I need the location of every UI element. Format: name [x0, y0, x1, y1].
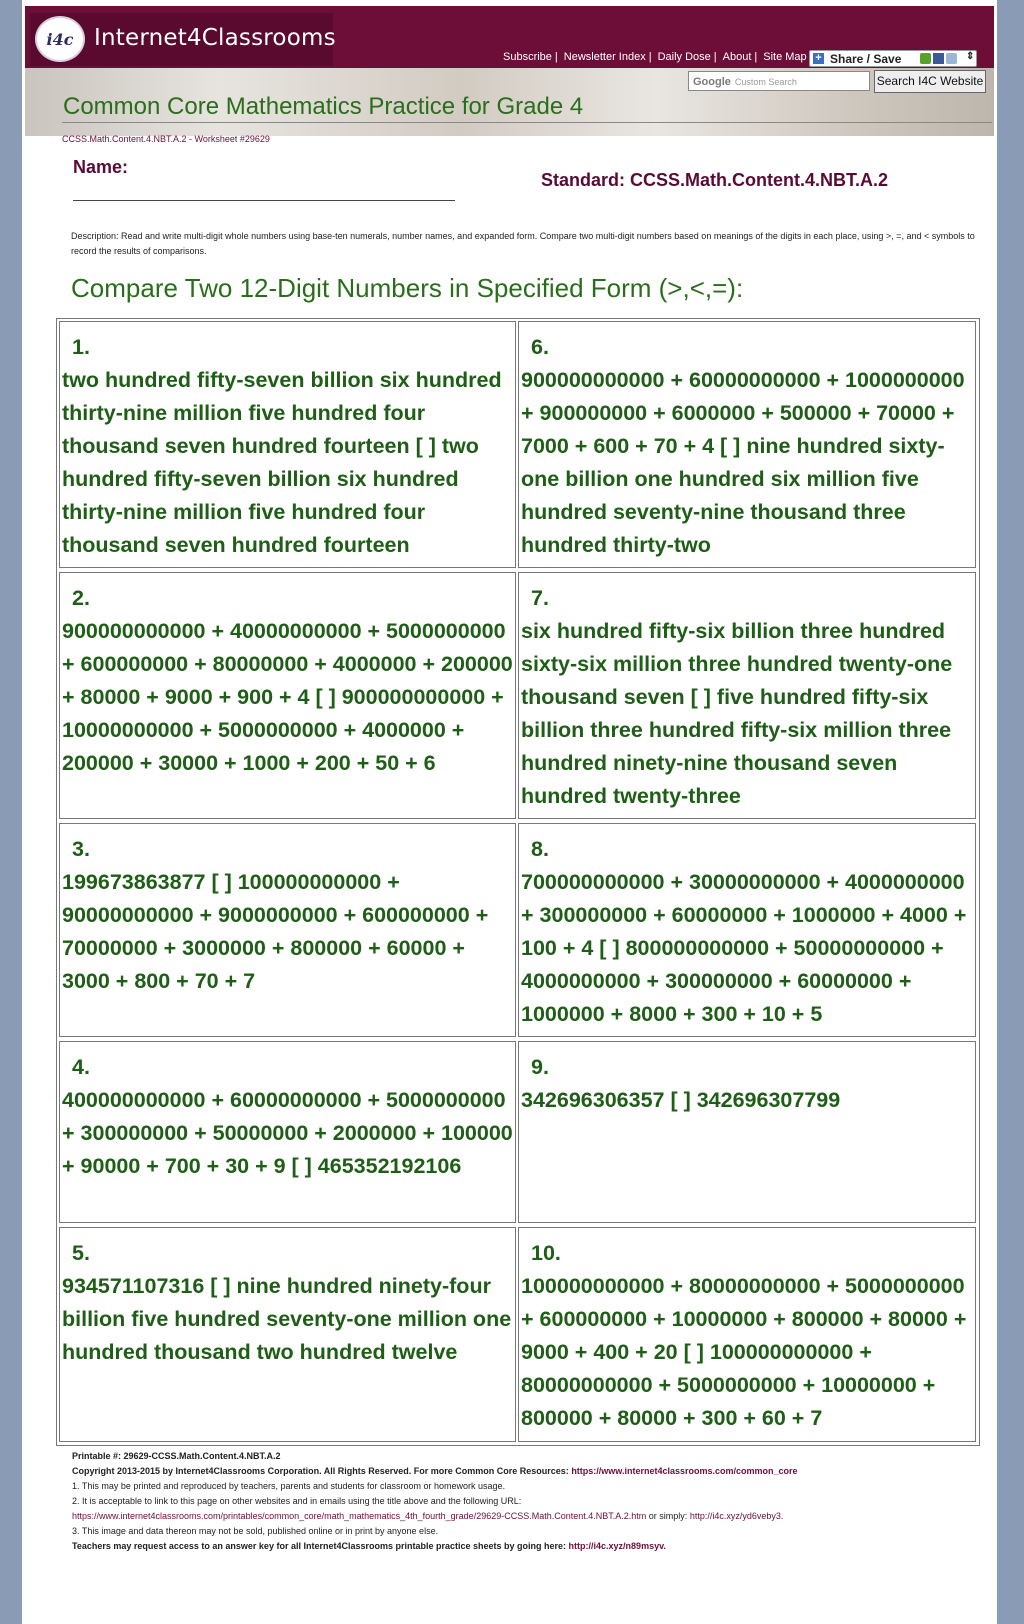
usage-note-2-links [72, 1509, 987, 1524]
search-placeholder: Custom Search [734, 77, 797, 87]
usage-note-3: 3. This image and data thereon may not be sold, published online or in print by anyone else. [72, 1526, 439, 1536]
problem-number: 10. [531, 1241, 561, 1265]
printable-number: Printable #: 29629-CCSS.Math.Content.4.NBT.A.2 [72, 1451, 281, 1461]
problem-text: 342696306357 [ ] 342696307799 [521, 1088, 841, 1112]
problem-number: 6. [531, 335, 549, 359]
nav-about[interactable]: About [722, 51, 752, 63]
copyright [72, 1464, 987, 1479]
problem-text: 934571107316 [ ] nine hundred ninety-four billion five hundred seventy-one million one hundred thousand two hundred twelve [62, 1274, 512, 1364]
answer-key-text: Teachers may request access to an answer key for all Internet4Classrooms printable practice sheets by going here: [72, 1541, 567, 1551]
problem-cell [59, 572, 516, 819]
logo-badge-text: i4c [46, 30, 74, 49]
search-brand: Google [693, 76, 731, 88]
problem-cell [518, 321, 976, 568]
problem-number: 2. [72, 586, 90, 610]
share-save-button[interactable] [809, 50, 977, 67]
problem-cell [518, 823, 976, 1037]
logo-badge [35, 16, 85, 62]
description: Description: Read and write multi-digit whole numbers using base-ten numerals, number names, and expanded form. Compare two multi-digit numbers based on meanings of the digits in each place, using >, =, and < symbols to record the results of comparisons. [71, 231, 975, 256]
name-label: Name: [73, 157, 129, 177]
problem-text: six hundred fifty-six billion three hundred sixty-six million three hundred twenty-one thousand seven [ ] five hundred fifty-six billion three hundred fifty-six million three hundred ninety-nine thousand seven hundred twenty-three [521, 619, 953, 808]
problems-grid [56, 318, 980, 1446]
share-label: Share / Save [830, 52, 902, 66]
standard-label: Standard: CCSS.Math.Content.4.NBT.A.2 [541, 170, 889, 190]
top-nav: Subscribe | Newsletter Index | Daily Dose | About | Site Map [503, 51, 807, 63]
section-heading: Compare Two 12-Digit Numbers in Specified Form (>,<,=): [71, 273, 744, 303]
nav-newsletter-index[interactable]: Newsletter Index [563, 51, 646, 63]
problem-cell [518, 1227, 976, 1442]
problem-text: 700000000000 + 30000000000 + 4000000000 + 300000000 + 60000000 + 1000000 + 4000 + 100 + 4 [ ] 800000000000 + 50000000000 + 4000000000 + 300000000 + 60000000 + 1000000 + 8000 + 300 + 10 + 5 [521, 870, 967, 1026]
social-icon [946, 53, 957, 64]
share-green-icon [920, 53, 931, 64]
share-plus-icon: + [813, 53, 824, 64]
title-divider [62, 122, 992, 123]
problem-number: 8. [531, 837, 549, 861]
problem-cell [518, 1041, 976, 1223]
nav-site-map[interactable]: Site Map [763, 51, 807, 63]
problem-cell [59, 1227, 516, 1442]
problem-number: 3. [72, 837, 90, 861]
chevron-updown-icon: ⇕ [966, 51, 975, 62]
problem-text: two hundred fifty-seven billion six hundred thirty-nine million five hundred four thousand seven hundred fourteen [ ] two hundred fifty-seven billion six hundred thirty-nine million five hundred four thousand seven hundred fourteen [62, 368, 502, 557]
problem-cell [59, 321, 516, 568]
problem-number: 4. [72, 1055, 90, 1079]
short-url-link[interactable]: http://i4c.xyz/yd6veby3. [689, 1511, 784, 1521]
search-input[interactable] [688, 71, 870, 91]
answer-key-link[interactable]: http://i4c.xyz/n89msyv. [568, 1541, 666, 1551]
nav-daily-dose[interactable]: Daily Dose [657, 51, 711, 63]
answer-key-note [72, 1539, 987, 1554]
usage-note-1: 1. This may be printed and reproduced by teachers, parents and students for classroom or homework usage. [72, 1481, 506, 1491]
problem-number: 7. [531, 586, 549, 610]
header-bar [25, 6, 994, 68]
page [22, 0, 997, 1624]
usage-note-2: 2. It is acceptable to link to this page on other websites and in emails using the title above and the following URL: [72, 1496, 522, 1506]
problem-number: 5. [72, 1241, 90, 1265]
nav-subscribe[interactable]: Subscribe [503, 51, 552, 63]
site-logo[interactable] [30, 13, 336, 66]
site-name: Internet4Classrooms [94, 25, 336, 51]
problem-text: 199673863877 [ ] 100000000000 + 90000000000 + 9000000000 + 600000000 + 70000000 + 3000000 + 800000 + 60000 + 3000 + 800 + 70 + 7 [62, 870, 489, 993]
problem-text: 400000000000 + 60000000000 + 5000000000 + 300000000 + 50000000 + 2000000 + 100000 + 90000 + 700 + 30 + 9 [ ] 465352192106 [62, 1088, 513, 1178]
name-line [73, 200, 455, 201]
problem-cell [59, 1041, 516, 1223]
worksheet-id: CCSS.Math.Content.4.NBT.A.2 - Worksheet #29629 [62, 134, 270, 144]
problem-number: 1. [72, 335, 90, 359]
problem-text: 900000000000 + 40000000000 + 5000000000 + 600000000 + 80000000 + 4000000 + 200000 + 80000 + 9000 + 900 + 4 [ ] 900000000000 + 10000000000 + 5000000000 + 4000000 + 200000 + 30000 + 1000 + 200 + 50 + 6 [62, 619, 513, 775]
worksheet-url-link[interactable]: https://www.internet4classrooms.com/printables/common_core/math_mathematics_4th_fourth_grade/29629-CCSS.Math.Content.4.NBT.A.2.htm [72, 1511, 647, 1521]
problem-text: 100000000000 + 80000000000 + 5000000000 + 600000000 + 10000000 + 800000 + 80000 + 9000 + 400 + 20 [ ] 100000000000 + 80000000000 + 5000000000 + 10000000 + 800000 + 80000 + 300 + 60 + 7 [521, 1274, 967, 1430]
problem-number: 9. [531, 1055, 549, 1079]
facebook-icon [933, 53, 944, 64]
page-title: Common Core Mathematics Practice for Grade 4 [63, 93, 584, 120]
common-core-link[interactable]: https://www.internet4classrooms.com/common_core [571, 1466, 798, 1476]
search-button[interactable]: Search I4C Website [874, 70, 986, 93]
problem-text: 900000000000 + 60000000000 + 1000000000 + 900000000 + 6000000 + 500000 + 70000 + 7000 + 600 + 70 + 4 [ ] nine hundred sixty-one billion one hundred six million five hundred seventy-nine thousand three hundred thirty-two [521, 368, 965, 557]
problem-cell [518, 572, 976, 819]
copyright-text: Copyright 2013-2015 by Internet4Classrooms Corporation. All Rights Reserved. For more Common Core Resources: [72, 1466, 569, 1476]
or-simply: or simply: [648, 1511, 688, 1521]
problem-cell [59, 823, 516, 1037]
footer [72, 1449, 987, 1554]
